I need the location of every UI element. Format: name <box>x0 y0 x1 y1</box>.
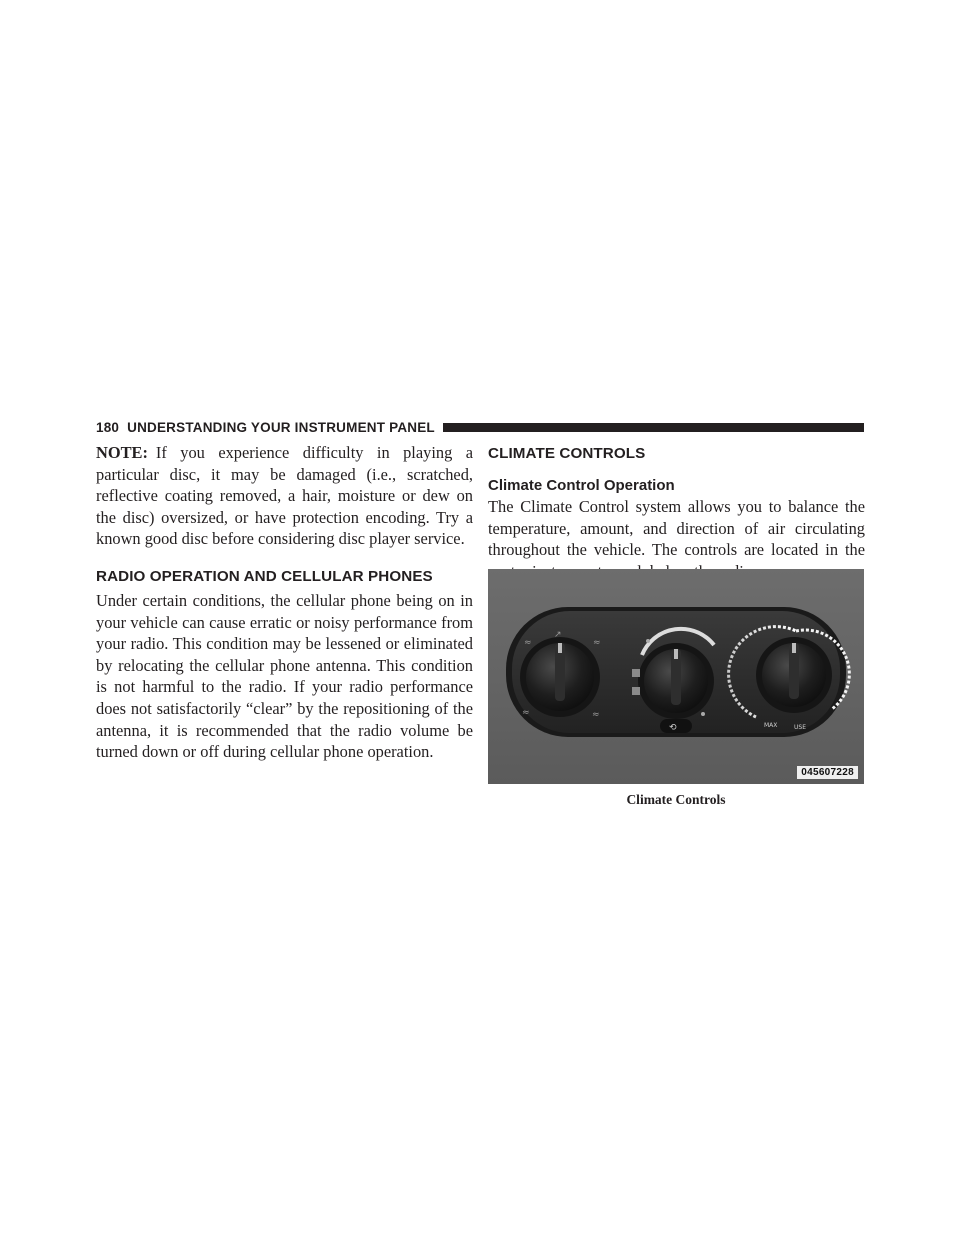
page-header <box>96 418 864 436</box>
max-label: MAX <box>764 722 778 729</box>
svg-text:≈: ≈ <box>592 710 600 720</box>
climate-controls-heading: CLIMATE CONTROLS <box>488 445 646 462</box>
climate-panel-illustration <box>488 569 864 784</box>
svg-text:↗: ↗ <box>554 630 562 640</box>
radio-cellular-heading: RADIO OPERATION AND CELLULAR PHONES <box>96 567 433 585</box>
header-rule <box>443 423 864 432</box>
svg-text:≈: ≈ <box>593 638 601 648</box>
right-column <box>488 442 865 582</box>
radio-cellular-paragraph: Under certain conditions, the cellular phone being on in your vehicle can cause erratic or noisy performance from your radio. This condition may be lessened or eliminated by relocating the cellular phone antenna. This condition is not harmful to the radio. If your radio performance does not satisfactorily “clear” by the repositioning of the antenna, it is recommended that the radio volume be turned down or off during cellular phone operation. <box>96 590 473 762</box>
note-label: NOTE: <box>96 443 148 462</box>
svg-text:≈: ≈ <box>522 708 530 718</box>
recirculation-button <box>660 719 692 733</box>
climate-operation-paragraph: The Climate Control system allows you to balance the temperature, amount, and direction of air circulating throughout the vehicle. The controls are located in the <box>488 497 865 560</box>
svg-text:⟲: ⟲ <box>669 723 677 733</box>
use-label: USE <box>794 724 806 731</box>
page-number: 180 <box>96 419 120 435</box>
running-title: UNDERSTANDING YOUR INSTRUMENT PANEL <box>127 419 435 435</box>
figure-caption: Climate Controls <box>626 792 726 807</box>
climate-controls-photo <box>488 569 864 784</box>
figure-id-label: 045607228 <box>797 766 858 779</box>
note-paragraph <box>96 442 473 550</box>
note-text: If you experience difficulty in playing a particular disc, it may be damaged (i.e., scratched, reflective coating removed, a hair, moisture or dew on the disc) oversized, or have protection encoding. Try a known good disc before considering disc player service. <box>96 443 473 549</box>
climate-operation-subheading: Climate Control Operation <box>488 477 675 494</box>
svg-text:≈: ≈ <box>524 638 532 648</box>
left-column <box>96 442 473 763</box>
